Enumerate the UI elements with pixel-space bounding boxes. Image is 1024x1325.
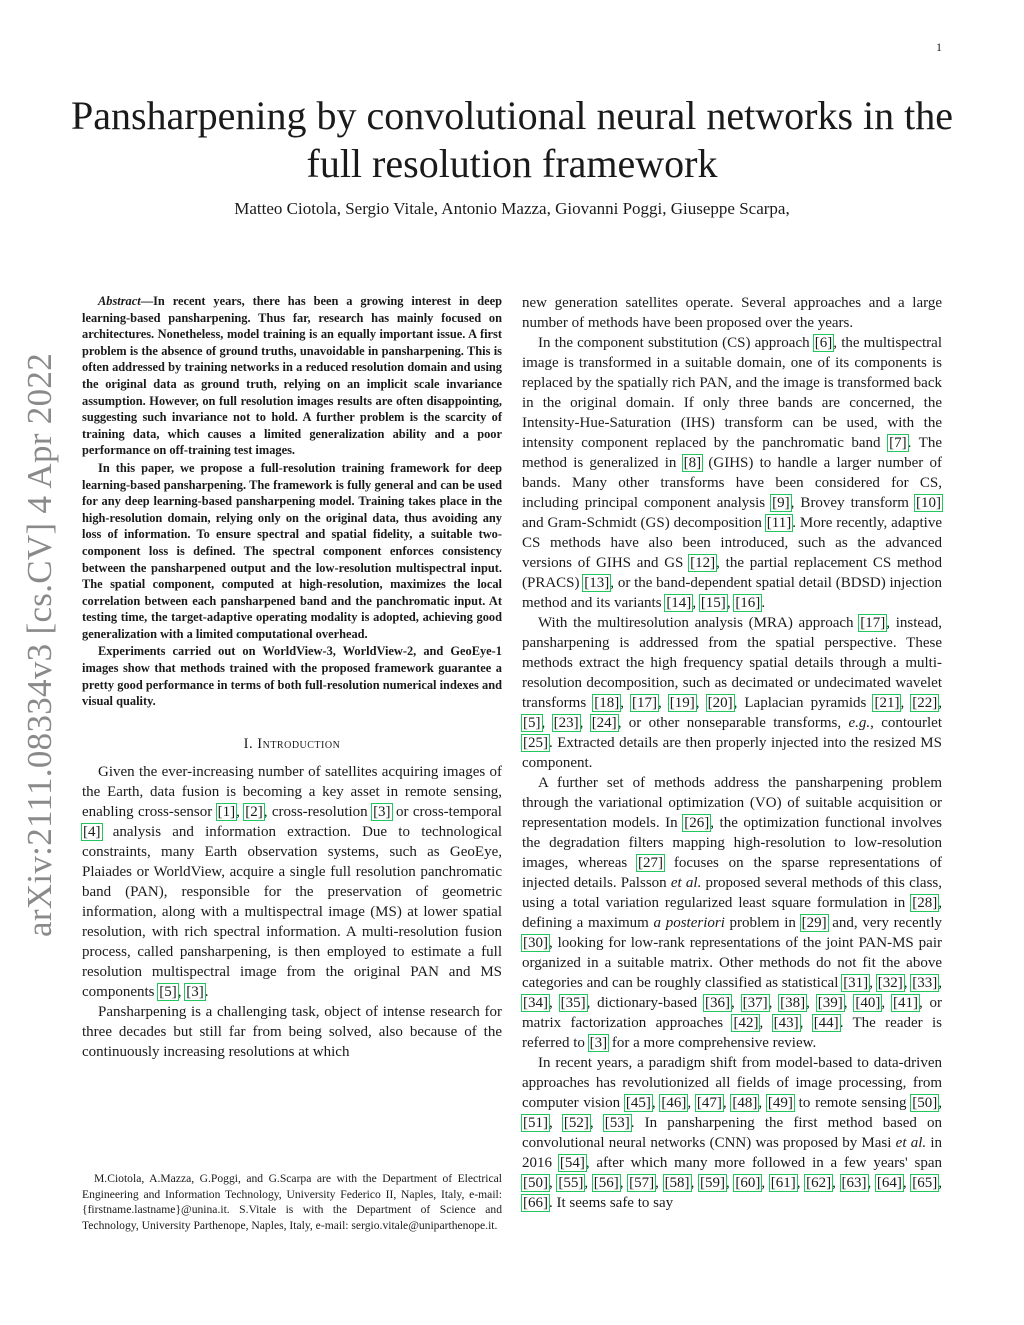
citation-link[interactable]: [14] — [666, 595, 692, 611]
citation-link[interactable]: [6] — [814, 335, 833, 351]
citation-link[interactable]: [10] — [916, 495, 941, 511]
text-run: proposed several methods of this class, using a total variation regularized least square formulation in — [522, 875, 942, 911]
citation-link[interactable]: [23] — [553, 715, 579, 731]
citation-link[interactable]: [3] — [373, 803, 391, 820]
text-run: , defining a maximum — [522, 895, 942, 931]
citation-link[interactable]: [1] — [217, 803, 236, 820]
citation-link[interactable]: [28] — [912, 895, 938, 911]
intro-body — [82, 762, 502, 1062]
right-column — [522, 293, 942, 1213]
separator: , — [584, 1175, 593, 1191]
separator: , — [589, 1115, 604, 1131]
abstract-paragraph: Experiments carried out on WorldView-3, WorldView-2, and GeoEye-1 images show that methods trained with the proposed framework guarantee a pretty good performance in terms of both full-resolution numerical indexes and visual quality. — [82, 644, 502, 709]
separator: , — [658, 695, 669, 711]
separator: , — [761, 1175, 770, 1191]
citation-link[interactable]: [19] — [669, 695, 695, 711]
text-run: . More recently, adaptive CS methods have also been introduced, such as the advanced versions of GIHS and GS — [522, 515, 942, 571]
text-run: and, very recently — [827, 915, 942, 931]
citation-link[interactable]: [31] — [843, 975, 869, 991]
text-run: et al. — [670, 875, 702, 891]
separator: , — [692, 595, 700, 611]
separator: , — [869, 975, 877, 991]
citation-link[interactable]: [35] — [560, 995, 586, 1011]
separator: , — [620, 695, 631, 711]
abstract-text: —In recent years, there has been a growing interest in deep learning-based pansharpening. Thus far, research has mainly focused on architectures. Nonetheless, model training is an equally important issue. A first problem is the absence of ground truths, unavoidable in pansharpening. This is often addressed by training networks in a reduced resolution domain and using the original data as ground truth, relying on an implicit scale invariance assumption. However, on full resolution images results are often disappointing, suggesting such invariance not to hold. A further problem is the scarcity of training data, which causes a limited generalization ability and a poor performance on off-training test images. — [82, 294, 502, 458]
citation-link[interactable]: [44] — [813, 1015, 839, 1031]
separator: , — [730, 995, 742, 1011]
citation-link[interactable]: [24] — [591, 715, 617, 731]
text-run: (GIHS) to handle a larger number of bands. Many other transforms have been considered for CS, including principal component analysis — [522, 455, 942, 511]
citation-link[interactable]: [62] — [806, 1175, 832, 1191]
text-run: , cross-resolution — [263, 803, 373, 820]
abstract-paragraph: In this paper, we propose a full-resolution training framework for deep learning-based pansharpening. The framework is fully general and can be used for any deep learning-based pansharpening model. Training takes place in the high-resolution domain, relying only on the original data, thus avoiding any loss of information. To ensure spectral and spatial fidelity, a suitable two-component loss is defined. The spectral component enforces consistency between the pansharpened output and the low-resolution multispectral input. The spatial component, computed at high-resolution, maximizes the local correlation between each pansharpened band and the panchromatic input. At testing time, the target-adaptive operating modality is adopted, achieving good generalization with a limited computational overhead. — [82, 460, 502, 641]
paper-title: Pansharpening by convolutional neural networks in the full resolution framework — [70, 93, 954, 186]
separator: , — [902, 1175, 912, 1191]
text-run: , contourlet — [870, 715, 943, 731]
citation-link[interactable]: [30] — [523, 935, 548, 951]
citation-link[interactable]: [40] — [855, 995, 881, 1011]
intro-paragraph — [82, 762, 502, 1002]
separator: , — [726, 595, 735, 611]
separator: , — [938, 1095, 943, 1111]
citation-link[interactable]: [20] — [707, 695, 733, 711]
separator: , — [903, 975, 912, 991]
citation-link[interactable]: [36] — [704, 995, 730, 1011]
text-run: , or matrix factorization approaches — [522, 995, 943, 1031]
text-run: , instead, pansharpening is addressed from the spatial perspective. These methods extract the high frequency spatial details through a multi-resolution decomposition, such as decimated or undecimated wavelet transforms — [522, 615, 942, 711]
text-run: . It seems safe to say — [549, 1195, 674, 1211]
separator: , — [796, 1175, 806, 1191]
text-run: and Gram-Schmidt (GS) decomposition — [522, 515, 766, 531]
citation-link[interactable]: [26] — [684, 815, 710, 831]
citation-link[interactable]: [57] — [629, 1175, 655, 1191]
citation-link[interactable]: [56] — [593, 1175, 619, 1191]
separator: , — [549, 1115, 563, 1131]
separator: , — [655, 1175, 664, 1191]
citation-link[interactable]: [42] — [733, 1015, 759, 1031]
citation-link[interactable]: [58] — [664, 1175, 690, 1191]
separator: , — [799, 1015, 813, 1031]
separator: , — [832, 1175, 841, 1191]
citation-link[interactable]: [2] — [245, 803, 263, 820]
citation-link[interactable]: [18] — [594, 695, 620, 711]
separator: , — [843, 995, 855, 1011]
citation-link[interactable]: [22] — [912, 695, 938, 711]
paragraph-cs — [522, 333, 942, 613]
citation-link[interactable]: [53] — [604, 1115, 630, 1131]
text-run: . — [204, 983, 209, 1000]
separator: , — [579, 715, 591, 731]
citation-link[interactable]: [7] — [889, 435, 907, 451]
citation-link[interactable]: [9] — [772, 495, 790, 511]
separator: , — [687, 1095, 696, 1111]
citation-link[interactable]: [60] — [735, 1175, 761, 1191]
text-run: , Laplacian pyramids — [733, 695, 874, 711]
citation-link[interactable]: [4] — [83, 823, 101, 840]
text-run: in 2016 — [522, 1135, 943, 1171]
abstract-lead: Abstract — [98, 294, 141, 308]
separator: , — [900, 695, 912, 711]
text-run: A further set of methods address the pansharpening problem through the variational optimization (VO) of suitable acquisition or representation models. In — [522, 775, 942, 831]
text-run: , the optimization functional involves the degradation filters mapping high-resolution to low-resolution images, whereas — [522, 815, 942, 871]
separator: , — [541, 715, 553, 731]
text-run: , Brovey transform — [790, 495, 915, 511]
citation-link[interactable]: [17] — [860, 615, 886, 631]
separator: , — [690, 1175, 699, 1191]
separator: , — [695, 695, 707, 711]
separator: , — [867, 1175, 876, 1191]
citation-link[interactable]: [11] — [766, 515, 792, 531]
text-run: , or the band-dependent spatial detail (BDSD) injection method and its variants — [522, 575, 942, 611]
citation-link[interactable]: [29] — [801, 915, 827, 931]
citation-link[interactable]: [5] — [159, 983, 177, 1000]
footnote: M.Ciotola, A.Mazza, G.Poggi, and G.Scarpa are with the Department of Electrical Engineering and Information Technology, University Federico II, Naples, Italy, e-mail: {firstname.lastname}@unina.it. S.Vitale is with the Department of Science and Technology, University Parthenope, Naples, Italy, e-mail: sergio.vitale@uniparthenope.it. — [82, 1172, 502, 1232]
text-run: Given the ever-increasing number of satellites acquiring images of the Earth, data fusion is becoming a key asset in remote sensing, enabling cross-sensor — [82, 763, 502, 820]
separator: , — [758, 1095, 767, 1111]
page-number: 1 — [936, 40, 942, 54]
text-run: , looking for low-rank representations of the joint PAN-MS pair organized in a suitable matrix. Other methods do not fit the above categories and can be roughly classified as statistical — [522, 935, 942, 991]
separator: , — [806, 995, 817, 1011]
abstract-paragraph — [82, 293, 502, 459]
citation-link[interactable]: [12] — [690, 555, 716, 571]
text-run: . The method is generalized in — [522, 435, 942, 471]
text-run: problem in — [724, 915, 801, 931]
citation-link[interactable]: [34] — [523, 995, 548, 1011]
citation-link[interactable]: [27] — [638, 855, 664, 871]
paragraph-deep-learning — [522, 1053, 942, 1213]
text-run: . Extracted details are then properly injected into the resized MS component. — [522, 735, 942, 771]
text-run: . The reader is referred to — [522, 1015, 943, 1051]
citation-link[interactable]: [3] — [589, 1035, 608, 1051]
text-run: , dictionary-based — [586, 995, 704, 1011]
text-run: , or other nonseparable transforms, — [617, 715, 849, 731]
citation-link[interactable]: [38] — [780, 995, 806, 1011]
text-run: , the partial replacement CS method (PRACS) — [522, 555, 942, 591]
text-run: focuses on the sparse representations of injected details. Palsson — [522, 855, 942, 891]
text-run: In recent years, a paradigm shift from model-based to data-driven approaches has revolutionized all fields of image processing, from computer vision — [522, 1055, 942, 1111]
citation-link[interactable]: [50] — [523, 1175, 548, 1191]
citation-link[interactable]: [41] — [892, 995, 918, 1011]
separator: , — [881, 995, 892, 1011]
citation-link[interactable]: [48] — [732, 1095, 758, 1111]
separator: , — [236, 803, 245, 820]
separator: , — [722, 1095, 732, 1111]
citation-link[interactable]: [54] — [559, 1155, 585, 1171]
citation-link[interactable]: [55] — [558, 1175, 584, 1191]
text-run: With the multiresolution analysis (MRA) approach — [538, 615, 860, 631]
section-number: I. — [243, 735, 254, 752]
citation-link[interactable]: [61] — [770, 1175, 796, 1191]
left-column — [82, 293, 502, 1062]
separator: , — [549, 1175, 558, 1191]
citation-link[interactable]: [3] — [186, 983, 204, 1000]
citation-link[interactable]: [33] — [912, 975, 938, 991]
separator: , — [651, 1095, 661, 1111]
citation-link[interactable]: [51] — [523, 1115, 548, 1131]
author-list: Matteo Ciotola, Sergio Vitale, Antonio Mazza, Giovanni Poggi, Giuseppe Scarpa, — [234, 199, 790, 218]
citation-link[interactable]: [59] — [699, 1175, 725, 1191]
paragraph: new generation satellites operate. Several approaches and a large number of methods have been proposed over the years. — [522, 295, 942, 331]
separator: , — [725, 1175, 735, 1191]
separator: , — [549, 995, 560, 1011]
citation-link[interactable]: [15] — [700, 595, 726, 611]
citation-link[interactable]: [47] — [696, 1095, 722, 1111]
citation-link[interactable]: [46] — [661, 1095, 687, 1111]
citation-link[interactable]: [13] — [584, 575, 610, 591]
citation-link[interactable]: [25] — [523, 735, 548, 751]
section-name: Introduction — [257, 735, 341, 752]
citation-link[interactable]: [16] — [735, 595, 761, 611]
arxiv-stamp — [20, 352, 60, 938]
text-run: or cross-temporal — [391, 803, 502, 820]
text-run: analysis and information extraction. Due to technological constraints, many Earth observation systems, such as GeoEye, Plaiades or WorldView, acquire a single full resolution panchromatic band (PAN), responsible for the preservation of geometric information, along with a multispectral image (MS) at lower spatial resolution, with rich spectral information. A multi-resolution fusion process, called pansharpening, is then employed to estimate a full resolution multispectral image from the original PAN and MS components — [82, 823, 502, 1000]
citation-link[interactable]: [17] — [632, 695, 657, 711]
citation-link[interactable]: [5] — [523, 715, 541, 731]
separator: , — [938, 695, 942, 711]
text-run: , after which many more followed in a few years' span — [585, 1155, 942, 1171]
separator: , — [759, 1015, 773, 1031]
citation-link[interactable]: [32] — [877, 975, 903, 991]
text-run: e.g. — [848, 715, 871, 731]
citation-link[interactable]: [65] — [912, 1175, 938, 1191]
citation-link[interactable]: [66] — [523, 1195, 548, 1211]
text-run: . In pansharpening the first method based on convolutional neural networks (CNN) was proposed by Masi — [522, 1115, 943, 1151]
citation-link[interactable]: [39] — [817, 995, 843, 1011]
paragraph-mra — [522, 613, 942, 773]
text-run: , the multispectral image is transformed in a suitable domain, one of its components is replaced by the spatially rich PAN, and the image is transformed back in the original domain. If only three bands are concerned, the Intensity-Hue-Saturation (IHS) transform can be used, with the intensity component replaced by the panchromatic band — [522, 335, 942, 451]
section-heading — [82, 736, 502, 753]
separator: , — [177, 983, 186, 1000]
text-run: for a more comprehensive review. — [608, 1035, 817, 1051]
citation-link[interactable]: [45] — [625, 1095, 651, 1111]
citation-link[interactable]: [21] — [874, 695, 900, 711]
abstract — [82, 293, 502, 710]
text-run: a posteriori — [653, 915, 725, 931]
separator: , — [768, 995, 780, 1011]
text-run: et al. — [895, 1135, 927, 1151]
citation-link[interactable]: [64] — [876, 1175, 902, 1191]
separator: , — [619, 1175, 629, 1191]
text-run: In the component substitution (CS) approach — [538, 335, 814, 351]
citation-link[interactable]: [52] — [563, 1115, 589, 1131]
citation-link[interactable]: [63] — [841, 1175, 867, 1191]
citation-link[interactable]: [8] — [683, 455, 702, 471]
text-run: . — [761, 595, 766, 611]
citation-link[interactable]: [43] — [773, 1015, 799, 1031]
citation-link[interactable]: [50] — [912, 1095, 938, 1111]
arxiv-stamp-text: arXiv:2111.08334v3 [cs.CV] 4 Apr 2022 — [20, 352, 60, 938]
citation-link[interactable]: [49] — [767, 1095, 793, 1111]
intro-paragraph: Pansharpening is a challenging task, object of intense research for three decades but still far from being solved, also because of the continuously increasing resolutions at which — [82, 1003, 502, 1060]
separator: , — [938, 975, 943, 991]
paragraph-vo — [522, 773, 942, 1053]
text-run: to remote sensing — [793, 1095, 912, 1111]
separator: , — [938, 1175, 943, 1191]
citation-link[interactable]: [37] — [742, 995, 768, 1011]
